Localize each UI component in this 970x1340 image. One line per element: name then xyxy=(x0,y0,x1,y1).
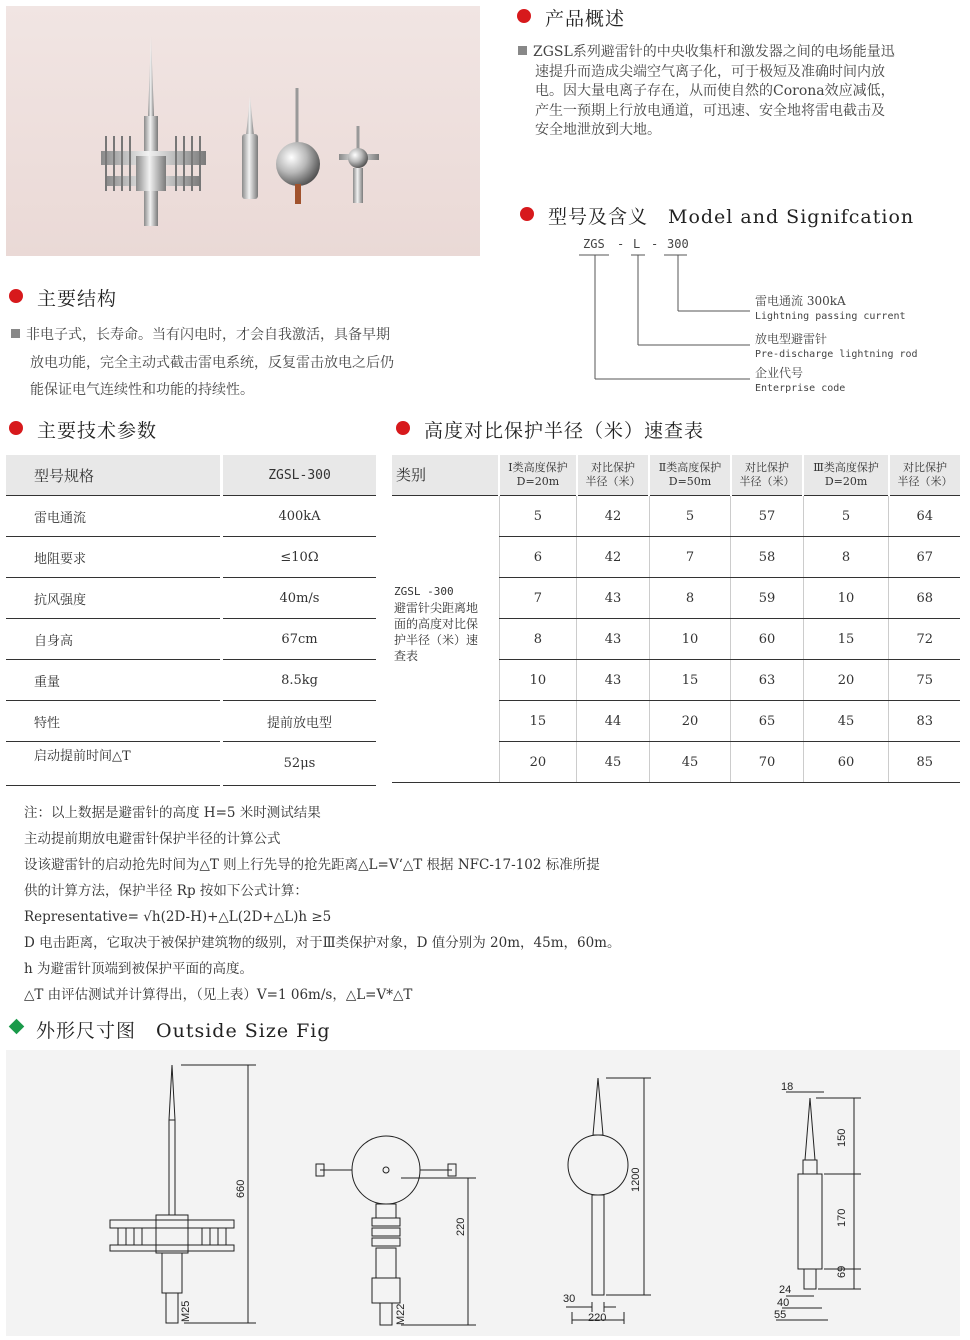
params-value: 400kA xyxy=(222,496,377,537)
overview-line: 产生一预期上行放电通道，可迅速、安全地将雷电截击及 xyxy=(535,102,885,119)
radius-cell: 8 xyxy=(803,537,889,578)
radius-cell: 15 xyxy=(803,619,889,660)
radius-cell: 15 xyxy=(649,660,731,701)
code-part-300: 300 xyxy=(667,237,689,251)
params-row xyxy=(6,578,376,619)
radius-title: 高度对比保护半径（米）速查表 xyxy=(424,420,705,442)
square-bullet-icon xyxy=(11,329,20,338)
params-header-row xyxy=(6,455,376,496)
params-title: 主要技术参数 xyxy=(37,420,158,442)
radius-cell: 85 xyxy=(889,742,960,783)
model-title: 型号及含义 Model and Signifcation xyxy=(548,206,915,228)
dim-18-label: 18 xyxy=(781,1081,794,1093)
radius-cell: 60 xyxy=(731,619,803,660)
params-value: 提前放电型 xyxy=(222,701,377,742)
category-desc-line: 面的高度对比保 xyxy=(394,617,479,631)
params-key: 抗风强度 xyxy=(6,578,222,619)
product-photo xyxy=(6,6,480,256)
overview-line: ZGSL系列避雷针的中央收集杆和激发器之间的电场能量迅 xyxy=(518,43,963,63)
meaning-zh-type: 放电型避雷针 xyxy=(755,332,828,346)
dimension-drawings-svg xyxy=(6,1050,960,1336)
category-desc-line: 查表 xyxy=(394,649,419,663)
radius-cell: 6 xyxy=(499,537,577,578)
radius-cell: 5 xyxy=(803,496,889,537)
radius-cell: 42 xyxy=(577,537,649,578)
radius-cell: 75 xyxy=(889,660,960,701)
meaning-en-type: Pre-discharge lightning rod xyxy=(755,349,918,360)
dim-660-label: 660 xyxy=(235,1179,247,1198)
params-key: 雷电通流 xyxy=(6,496,222,537)
radius-cell: 8 xyxy=(649,578,731,619)
params-table xyxy=(6,455,376,786)
params-value: 52μs xyxy=(222,742,377,786)
formula-line: Representative= √h(2D-H)+△L(2D+△L)h ≥5 xyxy=(24,909,332,925)
radius-col-header: 对比保护 半径（米） xyxy=(889,455,960,496)
category-desc-line: ZGSL -300 xyxy=(394,585,454,598)
overview-line: 安全地泄放到大地。 xyxy=(535,122,661,138)
radius-header-row xyxy=(392,455,960,496)
radius-cell: 7 xyxy=(499,578,577,619)
meaning-zh-current: 雷电通流 300kA xyxy=(755,294,846,308)
radius-cell: 65 xyxy=(731,701,803,742)
params-row xyxy=(6,701,376,742)
note-line: 注：以上数据是避雷针的高度 H=5 米时测试结果 xyxy=(24,805,321,821)
radius-cell: 63 xyxy=(731,660,803,701)
params-header-value: ZGSL-300 xyxy=(222,455,377,496)
radius-cell: 68 xyxy=(889,578,960,619)
radius-col-header: Ⅱ类高度保护 D=50m xyxy=(649,455,731,496)
radius-cell: 15 xyxy=(499,701,577,742)
note-line: D 电击距离，它取决于被保护建筑物的级别，对于Ⅲ类保护对象，D 值分别为 20m，45m，60m。 xyxy=(24,935,621,951)
radius-cell: 44 xyxy=(577,701,649,742)
radius-cell: 72 xyxy=(889,619,960,660)
dim-170-label: 170 xyxy=(836,1208,848,1227)
dim-150-label: 150 xyxy=(836,1128,848,1147)
params-key: 特性 xyxy=(6,701,222,742)
dim-m25-label: M25 xyxy=(180,1300,192,1322)
dim-220-vertical-label: 220 xyxy=(455,1217,467,1236)
params-value: 67cm xyxy=(222,619,377,660)
dim-40-label: 40 xyxy=(777,1297,790,1309)
radius-cell: 20 xyxy=(803,660,889,701)
structure-line: 放电功能，完全主动式截击雷电系统，反复雷击放电之后仍 xyxy=(30,354,394,371)
structure-text xyxy=(11,322,481,405)
dim-220-horizontal-label: 220 xyxy=(588,1312,607,1324)
notes-block xyxy=(24,800,620,1008)
overview-title: 产品概述 xyxy=(545,8,626,30)
product-photo-illustration xyxy=(6,6,480,256)
diamond-icon xyxy=(9,1019,25,1035)
radius-cell: 5 xyxy=(649,496,731,537)
radius-cell: 45 xyxy=(803,701,889,742)
radius-cell: 10 xyxy=(803,578,889,619)
category-desc-line: 护半径（米）速 xyxy=(394,633,479,647)
params-value: 40m/s xyxy=(222,578,377,619)
params-row xyxy=(6,660,376,701)
structure-title: 主要结构 xyxy=(37,288,118,310)
dim-55-label: 55 xyxy=(774,1309,787,1321)
radius-col-header: 对比保护 半径（米） xyxy=(577,455,649,496)
size-fig-title: 外形尺寸图 Outside Size Fig xyxy=(36,1020,331,1042)
radius-col-header: 对比保护 半径（米） xyxy=(731,455,803,496)
radius-cell: 59 xyxy=(731,578,803,619)
structure-line: 能保证电气连续性和功能的持续性。 xyxy=(30,382,254,398)
radius-cell: 45 xyxy=(577,742,649,783)
params-key: 启动提前时间△T xyxy=(6,742,222,786)
dim-m22-label: M22 xyxy=(395,1303,407,1325)
radius-table xyxy=(392,455,960,783)
code-dash-1: - xyxy=(617,237,625,251)
structure-bullet xyxy=(9,289,23,303)
radius-category-header: 类别 xyxy=(392,455,499,496)
meaning-en-current: Lightning passing current xyxy=(755,311,906,322)
overview-bullet xyxy=(517,9,531,23)
params-key: 地阻要求 xyxy=(6,537,222,578)
dim-30-label: 30 xyxy=(563,1293,576,1305)
radius-cell: 43 xyxy=(577,619,649,660)
structure-line: 非电子式，长寿命。当有闪电时，才会自我激活，具备早期 xyxy=(11,322,481,350)
dim-69-label: 69 xyxy=(836,1265,848,1278)
radius-cell: 67 xyxy=(889,537,960,578)
model-bullet xyxy=(520,207,534,221)
radius-cell: 70 xyxy=(731,742,803,783)
params-row xyxy=(6,742,376,786)
code-dash-2: - xyxy=(651,237,659,251)
overview-line: 速提升而造成尖端空气离子化，可于极短及准确时间内放 xyxy=(535,63,885,80)
meaning-en-enterprise: Enterprise code xyxy=(755,383,846,394)
radius-cell: 43 xyxy=(577,578,649,619)
radius-cell: 8 xyxy=(499,619,577,660)
radius-cell: 7 xyxy=(649,537,731,578)
meaning-zh-enterprise: 企业代号 xyxy=(755,366,804,380)
model-code-diagram xyxy=(575,233,965,403)
overview-text xyxy=(518,43,963,141)
overview-line: 电。因大量电离子存在，从而使自然的Corona效应减低， xyxy=(535,83,895,99)
radius-cell: 57 xyxy=(731,496,803,537)
dimension-drawings xyxy=(6,1050,960,1336)
radius-col-header: Ⅰ类高度保护 D=20m xyxy=(499,455,577,496)
radius-cell: 58 xyxy=(731,537,803,578)
radius-category-desc xyxy=(392,496,499,783)
params-row xyxy=(6,619,376,660)
radius-row xyxy=(392,496,960,537)
params-bullet xyxy=(9,421,23,435)
note-line: 设该避雷针的启动抢先时间为△T 则上行先导的抢先距离△L=V‘△T 根据 NFC-17-102 标准所提 xyxy=(24,857,600,873)
note-line: △T 由评估测试并计算得出，（见上表）V=1 06m/s，△L=V*△T xyxy=(24,987,413,1003)
radius-bullet xyxy=(396,421,410,435)
radius-col-header: Ⅲ类高度保护 D=20m xyxy=(803,455,889,496)
radius-cell: 43 xyxy=(577,660,649,701)
params-row xyxy=(6,496,376,537)
code-part-zgs: ZGS xyxy=(583,237,605,251)
category-desc-line: 避雷针尖距离地 xyxy=(394,601,479,615)
params-value: ≤10Ω xyxy=(222,537,377,578)
radius-cell: 10 xyxy=(649,619,731,660)
radius-cell: 64 xyxy=(889,496,960,537)
dim-24-label: 24 xyxy=(779,1284,792,1296)
radius-cell: 20 xyxy=(649,701,731,742)
note-line: h 为避雷针顶端到被保护平面的高度。 xyxy=(24,961,253,977)
radius-cell: 83 xyxy=(889,701,960,742)
radius-cell: 45 xyxy=(649,742,731,783)
square-bullet-icon xyxy=(518,46,527,55)
radius-cell: 60 xyxy=(803,742,889,783)
params-row xyxy=(6,537,376,578)
dim-1200-label: 1200 xyxy=(630,1167,642,1192)
radius-cell: 10 xyxy=(499,660,577,701)
params-header-key: 型号规格 xyxy=(6,455,222,496)
params-key: 自身高 xyxy=(6,619,222,660)
params-value: 8.5kg xyxy=(222,660,377,701)
note-line: 供的计算方法，保护半径 Rp 按如下公式计算： xyxy=(24,883,308,899)
radius-cell: 20 xyxy=(499,742,577,783)
radius-cell: 42 xyxy=(577,496,649,537)
params-key: 重量 xyxy=(6,660,222,701)
code-part-l: L xyxy=(633,237,641,251)
radius-cell: 5 xyxy=(499,496,577,537)
note-line: 主动提前期放电避雷针保护半径的计算公式 xyxy=(24,831,281,847)
